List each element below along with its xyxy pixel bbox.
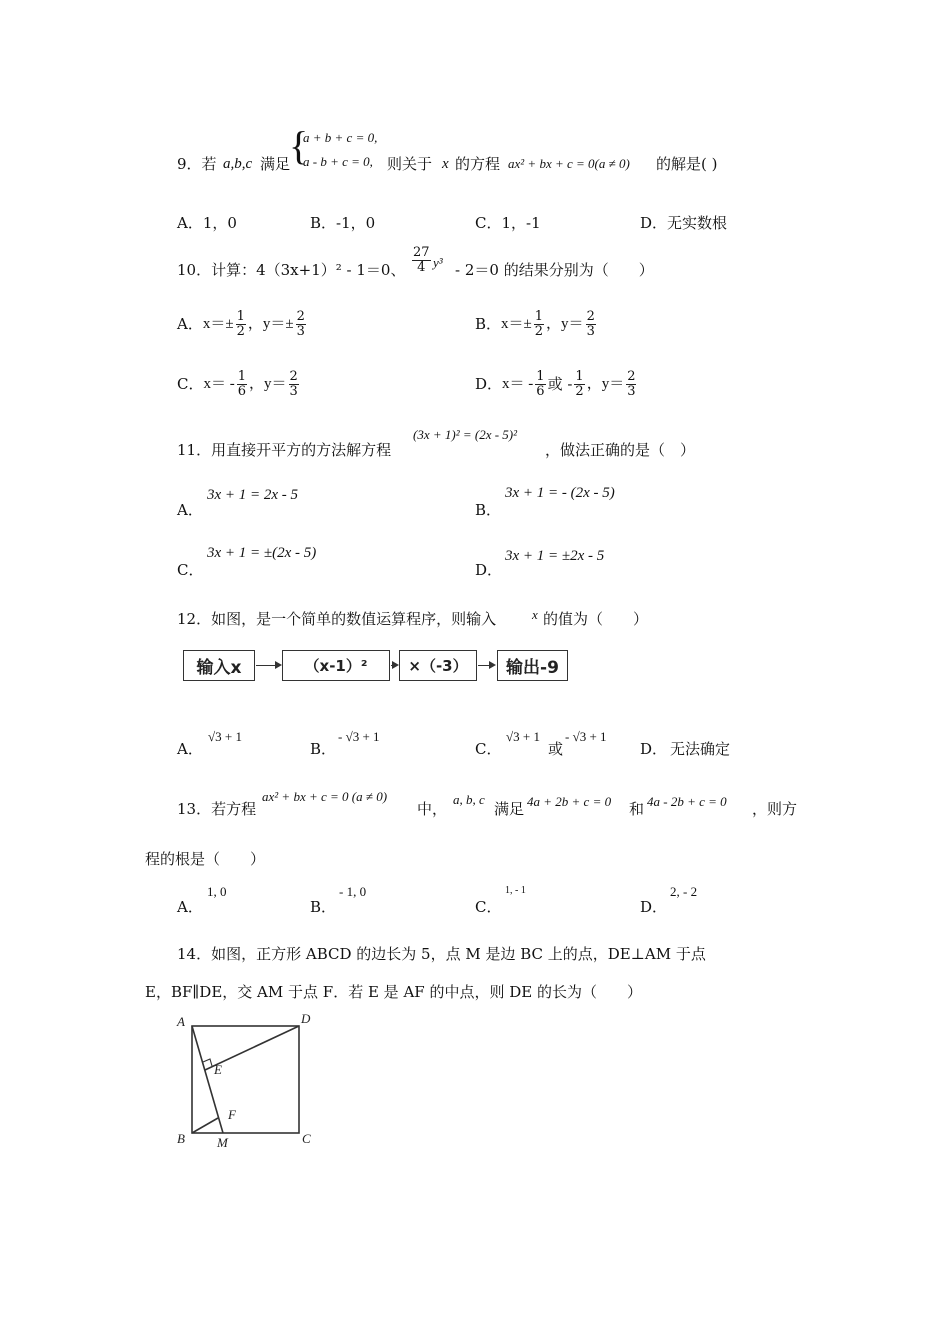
segment-am — [192, 1026, 223, 1133]
frac-den: 6 — [536, 383, 545, 399]
q13-and: 和 — [629, 800, 645, 818]
q9-eqname: 的方程 — [455, 155, 501, 173]
option-label: B． — [475, 314, 502, 333]
frac-den: 3 — [289, 383, 298, 399]
flow-output-box: 输出-9 — [497, 650, 568, 681]
q13-option-d-label[interactable]: D． — [640, 898, 668, 916]
frac-num: 2 — [586, 309, 595, 324]
q12-option-c-label[interactable]: C． — [475, 740, 502, 758]
q13-equation: ax² + bx + c = 0 (a ≠ 0) — [262, 789, 388, 804]
frac-num: 2 — [289, 369, 298, 384]
q11-option-a-expr[interactable]: 3x + 1 = 2x - 5 — [207, 487, 299, 503]
q13-option-d-expr[interactable]: 2, - 2 — [670, 884, 698, 899]
q13-tail: ，则方 — [752, 800, 798, 818]
q13-eq2: 4a - 2b + c = 0 — [647, 794, 727, 809]
q14-square-figure — [170, 1010, 320, 1155]
q12-option-d-expr[interactable]: 无法确定 — [670, 740, 731, 758]
option-x-part: x＝± — [202, 315, 234, 332]
q9-eq2: a - b + c = 0, — [303, 154, 373, 169]
q11-option-b-label[interactable]: B． — [475, 501, 502, 519]
q10-fraction — [410, 246, 433, 274]
q9-option-c[interactable]: C．1，-1 — [475, 214, 541, 232]
label-m: M — [217, 1135, 228, 1150]
q10-option-b[interactable] — [475, 310, 598, 338]
option-y-part: ，y＝ — [546, 315, 584, 332]
q13-option-c-expr[interactable]: 1, - 1 — [505, 885, 526, 896]
flow-square-box: （x-1）² — [282, 650, 390, 681]
q10-y-cubed: y³ — [433, 255, 443, 270]
frac-num: 1 — [237, 369, 247, 384]
q9-x: x — [442, 156, 449, 172]
q11-lead: 11．用直接开平方的方法解方程 — [177, 441, 392, 459]
q9-satisfy: 满足 — [260, 155, 291, 173]
q11-option-c-label[interactable]: C． — [177, 561, 204, 579]
frac-num: 2 — [627, 369, 636, 384]
q11-option-d-label[interactable]: D． — [475, 561, 503, 579]
q11-option-a-label[interactable]: A． — [177, 501, 203, 519]
option-label: A． — [177, 314, 203, 333]
q13-option-a-expr[interactable]: 1, 0 — [207, 884, 227, 899]
option-label: C． — [177, 374, 204, 393]
label-d: D — [301, 1011, 311, 1026]
option-y-part: ，y＝± — [247, 315, 294, 332]
option-or: 或 - — [547, 374, 573, 393]
q9-system-brace: { — [289, 123, 309, 168]
q12-tail: 的值为（ ） — [543, 610, 649, 628]
segment-bf — [192, 1118, 218, 1133]
label-c: C — [302, 1131, 311, 1146]
q12-lead: 12．如图，是一个简单的数值运算程序，则输入 — [177, 610, 497, 628]
label-e: E — [214, 1062, 222, 1077]
q11-option-d-expr[interactable]: 3x + 1 = ±2x - 5 — [505, 548, 605, 564]
q10-tail: - 2＝0 的结果分别为（ ） — [455, 261, 654, 279]
q13-vars: a, b, c — [453, 792, 485, 807]
q12-option-a-expr[interactable]: √3 + 1 — [208, 729, 242, 744]
frac-den: 2 — [236, 323, 245, 339]
q12-option-b-label[interactable]: B． — [310, 740, 337, 758]
q9-eq1: a + b + c = 0, — [303, 130, 378, 145]
q12-option-b-expr[interactable]: - √3 + 1 — [338, 729, 380, 744]
option-label: D． — [475, 374, 503, 393]
q9-option-d[interactable]: D．无实数根 — [640, 214, 728, 232]
q9-lead: 9．若 — [177, 155, 217, 173]
q9-option-a[interactable]: A．1，0 — [177, 214, 237, 232]
q12-option-c-expr[interactable]: √3 + 1 — [506, 729, 540, 744]
frac-den: 3 — [586, 323, 595, 339]
label-a: A — [177, 1014, 185, 1029]
frac-den: 2 — [575, 383, 584, 399]
q10-option-c[interactable] — [177, 370, 301, 398]
right-angle-mark — [203, 1059, 212, 1066]
q12-x: x — [532, 607, 538, 622]
q10-option-d[interactable] — [475, 370, 638, 398]
q10-lead: 10．计算：4（3x+1）² - 1＝0、 — [177, 261, 406, 279]
label-b: B — [177, 1131, 185, 1146]
frac-num: 1 — [575, 369, 584, 384]
q9-vars: a,b,c — [223, 156, 253, 172]
q13-option-b-label[interactable]: B． — [310, 898, 337, 916]
flow-input-box: 输入x — [183, 650, 255, 681]
q14-line1: 14．如图，正方形 ABCD 的边长为 5，点 M 是边 BC 上的点，DE⊥AM 于点 — [177, 945, 706, 963]
frac-den: 3 — [627, 383, 636, 399]
flow-arrow-icon — [478, 665, 494, 666]
q13-zhong: 中， — [417, 800, 448, 818]
q9-mid: 则关于 — [387, 155, 433, 173]
option-x-part: x＝ - — [502, 375, 534, 392]
q13-eq1: 4a + 2b + c = 0 — [527, 794, 612, 809]
q12-option-c-or: 或 — [548, 740, 564, 758]
frac-num: 2 — [296, 309, 305, 324]
label-f: F — [228, 1107, 236, 1122]
q11-equation: (3x + 1)² = (2x - 5)² — [413, 427, 518, 442]
q13-line2: 程的根是（ ） — [145, 850, 266, 868]
q13-satisfy: 满足 — [494, 800, 525, 818]
q13-option-c-label[interactable]: C． — [475, 898, 502, 916]
frac-den: 6 — [237, 383, 247, 399]
q11-tail: ，做法正确的是（ ） — [545, 441, 696, 459]
q10-option-a[interactable] — [177, 310, 308, 338]
q9-tail: 的解是( ) — [656, 155, 718, 173]
q12-option-c-expr2[interactable]: - √3 + 1 — [565, 729, 607, 744]
frac-num: 1 — [236, 309, 245, 324]
flow-multiply-box: ×（-3） — [399, 650, 477, 681]
q13-lead: 13．若方程 — [177, 800, 257, 818]
flow-arrow-icon — [391, 665, 397, 666]
q12-option-a-label[interactable]: A． — [177, 740, 203, 758]
frac-num: 1 — [536, 369, 545, 384]
frac-num: 1 — [534, 309, 544, 324]
q11-option-c-expr[interactable]: 3x + 1 = ±(2x - 5) — [207, 545, 317, 561]
q12-option-d-label[interactable]: D． — [640, 740, 668, 758]
option-y-part: ，y＝ — [249, 375, 287, 392]
frac-den: 2 — [534, 323, 544, 339]
option-x-part: x＝± — [501, 315, 532, 332]
q10-frac-denominator: 4 — [417, 259, 426, 275]
q9-option-b[interactable]: B．-1，0 — [310, 214, 376, 232]
q14-line2: E，BF∥DE，交 AM 于点 F．若 E 是 AF 的中点，则 DE 的长为（ ） — [145, 983, 642, 1001]
q11-option-b-expr[interactable]: 3x + 1 = - (2x - 5) — [505, 485, 615, 501]
flow-arrow-icon — [256, 665, 280, 666]
q9-equation: ax² + bx + c = 0(a ≠ 0) — [508, 156, 630, 171]
option-x-part: x＝ - — [203, 375, 235, 392]
q13-option-b-expr[interactable]: - 1, 0 — [339, 884, 367, 899]
q13-option-a-label[interactable]: A． — [177, 898, 203, 916]
q10-frac-numerator: 27 — [413, 245, 430, 260]
option-y-part: ，y＝ — [586, 375, 625, 392]
frac-den: 3 — [296, 323, 305, 339]
